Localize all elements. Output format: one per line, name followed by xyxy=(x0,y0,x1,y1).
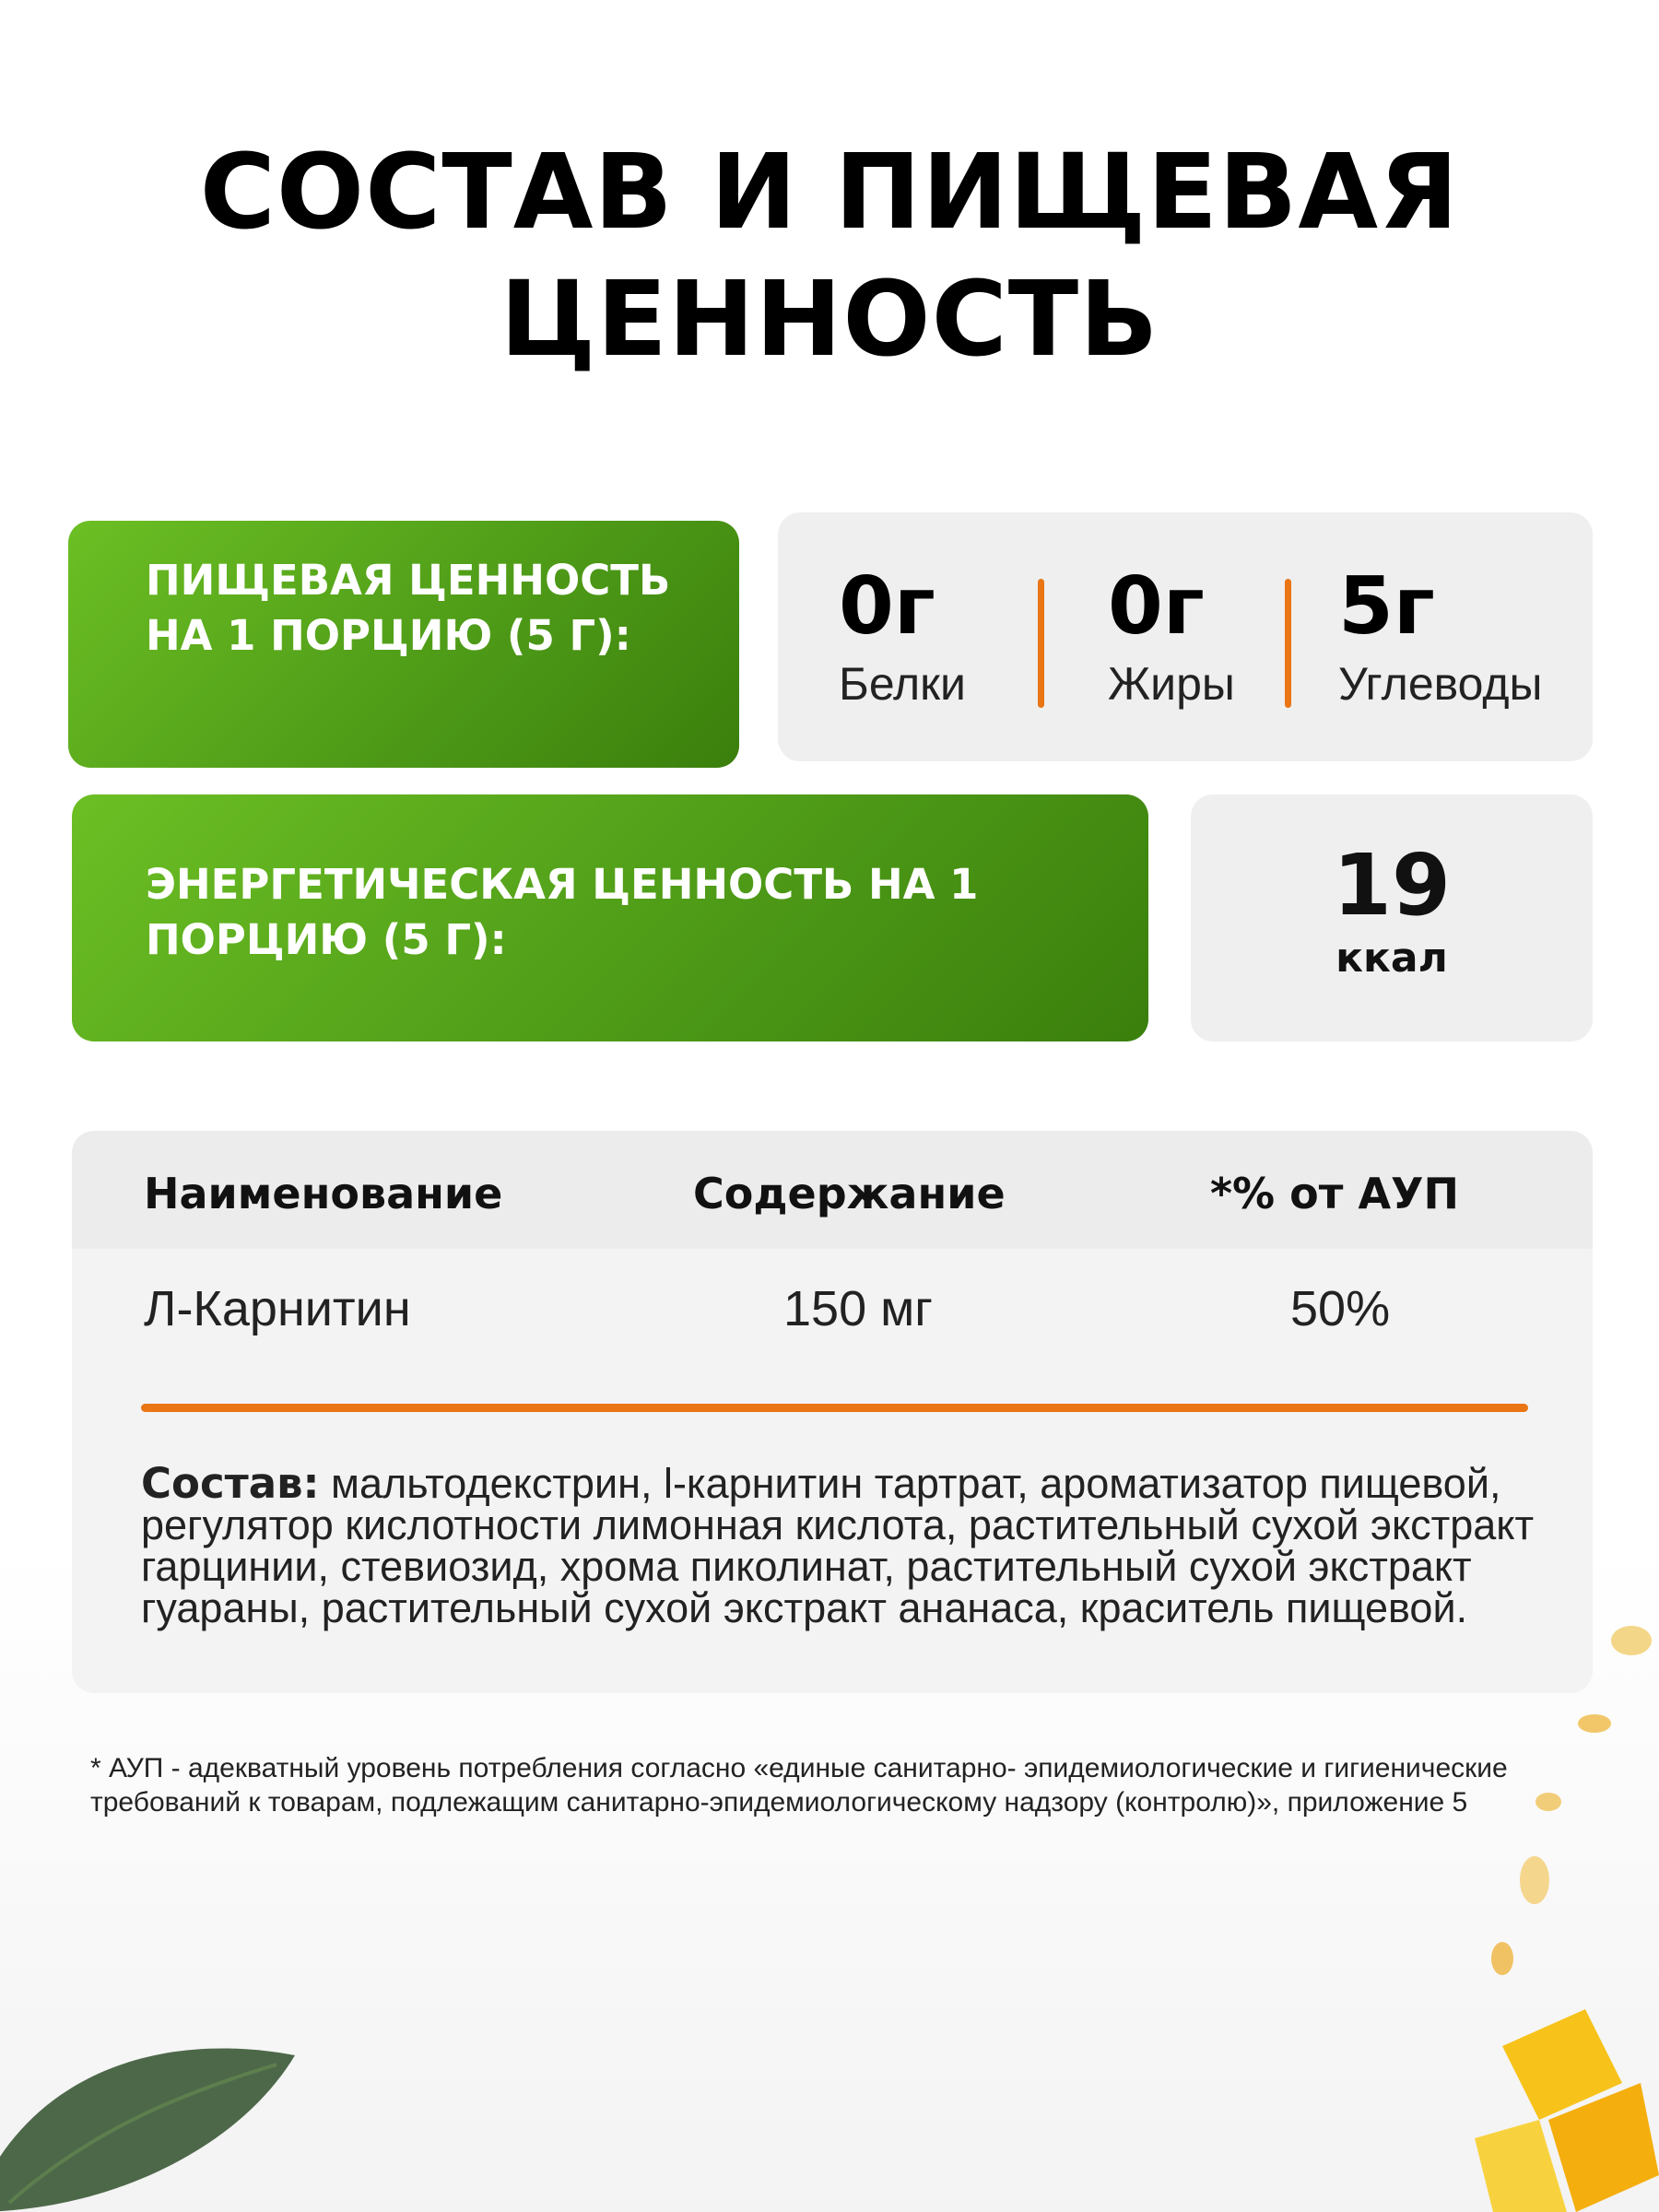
pineapple-decoration xyxy=(1438,1604,1659,2212)
page-title-line-2: ЦЕННОСТЬ xyxy=(500,260,1159,380)
macro-fat xyxy=(1108,560,1235,712)
composition-body: мальтодекстрин, l-карнитин тартрат, ароматизатор пищевой, регулятор кислотности лимонная кислота, растительный сухой экстракт гарцинии, стевиозид, хрома пиколинат, растительный сухой экстракт гуараны, растительный сухой экстракт ананаса, краситель пищевой. xyxy=(141,1460,1535,1631)
macro-fat-label: Жиры xyxy=(1108,658,1235,710)
row-1-name: Л-Карнитин xyxy=(144,1281,411,1336)
macro-carbs-value: 5г xyxy=(1338,560,1435,653)
macros-box xyxy=(778,512,1593,761)
macro-divider xyxy=(1038,579,1044,708)
macro-protein-label: Белки xyxy=(839,658,966,710)
composition-text xyxy=(141,1459,1560,1631)
macro-protein xyxy=(839,560,966,712)
energy-value: 19 xyxy=(1332,836,1452,935)
orange-divider xyxy=(141,1404,1528,1412)
page-title-line-1: СОСТАВ И ПИЩЕВАЯ xyxy=(199,133,1460,253)
energy-unit: ккал xyxy=(1335,935,1448,982)
energy-label: ЭНЕРГЕТИЧЕСКАЯ ЦЕННОСТЬ НА 1 ПОРЦИЮ (5 Г): xyxy=(146,860,979,964)
macro-fat-value: 0г xyxy=(1108,560,1205,653)
page-title xyxy=(0,129,1659,383)
nutrition-label-box xyxy=(68,521,739,768)
leaf-decoration xyxy=(0,1936,332,2212)
macro-protein-value: 0г xyxy=(839,560,935,653)
footnote: * АУП - адекватный уровень потребления согласно «единые санитарно- эпидемиологические и гигиенические требований к товарам, подлежащим санитарно-эпидемиологическому надзору (контролю)», приложение 5 xyxy=(90,1753,1508,1818)
table-header xyxy=(72,1131,1593,1249)
macro-carbs-label: Углеводы xyxy=(1338,658,1543,710)
nutrition-label: ПИЩЕВАЯ ЦЕННОСТЬ НА 1 ПОРЦИЮ (5 Г): xyxy=(146,556,671,660)
composition-label: Состав: xyxy=(141,1459,320,1508)
ingredients-panel xyxy=(72,1131,1593,1693)
energy-value-box xyxy=(1191,794,1593,1041)
row-1-content: 150 мг xyxy=(783,1281,933,1336)
macro-carbs xyxy=(1338,560,1542,712)
energy-label-box xyxy=(72,794,1148,1041)
header-content: Содержание xyxy=(693,1169,1006,1218)
row-1-daily-value: 50% xyxy=(1290,1281,1391,1336)
macro-divider xyxy=(1285,579,1291,708)
header-daily-value: *% от АУП xyxy=(1210,1169,1460,1218)
header-name: Наименование xyxy=(144,1169,503,1218)
